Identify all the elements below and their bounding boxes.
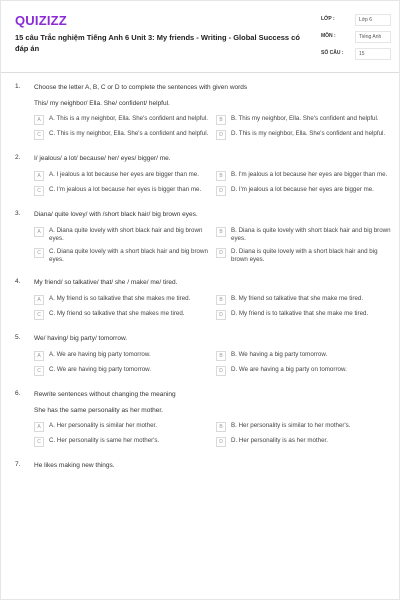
question-text: I/ jealous/ a lot/ because/ her/ eyes/ bigger/ me.	[34, 155, 171, 162]
question-number: 6.	[15, 390, 21, 397]
option-letter-box[interactable]: A	[34, 227, 44, 237]
option-text: C. Diana quite lovely with a short black hair and big brown eyes.	[49, 248, 208, 263]
meta-label: SỐ CÂU :	[321, 50, 344, 56]
option-text: B. I'm jealous a lot because her eyes are bigger than me.	[231, 171, 388, 178]
worksheet-title: 15 câu Trắc nghiệm Tiếng Anh 6 Unit 3: My friends - Writing - Global Success có đáp án	[15, 33, 300, 53]
answer-options	[34, 351, 392, 376]
answer-option-d[interactable]	[216, 437, 392, 447]
answer-option-c[interactable]	[34, 366, 210, 376]
option-letter-box[interactable]: D	[216, 130, 226, 140]
option-letter-box[interactable]: B	[216, 351, 226, 361]
question-text: We/ having/ big party/ tomorrow.	[34, 335, 128, 342]
answer-option-b[interactable]	[216, 227, 392, 243]
option-text: B. Her personality is similar to her mother's.	[231, 422, 351, 429]
question-item	[1, 334, 400, 376]
question-number: 5.	[15, 334, 21, 341]
option-text: B. We having a big party tomorrow.	[231, 351, 328, 358]
meta-grade	[321, 14, 391, 26]
option-text: A. We are having big party tomorrow.	[49, 351, 151, 358]
answer-options	[34, 295, 392, 320]
option-letter-box[interactable]: A	[34, 115, 44, 125]
answer-options	[34, 227, 392, 264]
answer-option-d[interactable]	[216, 310, 392, 320]
option-letter-box[interactable]: A	[34, 171, 44, 181]
meta-value: Tiếng Anh	[355, 31, 391, 43]
option-text: D. My friend is to talkative that she make me tired.	[231, 310, 369, 317]
option-letter-box[interactable]: A	[34, 422, 44, 432]
meta-subject	[321, 31, 391, 43]
option-text: D. We are having a big party on tomorrow.	[231, 366, 347, 373]
option-letter-box[interactable]: C	[34, 186, 44, 196]
option-text: B. This my neighbor, Ella. She's confident and helpful.	[231, 115, 379, 122]
answer-option-c[interactable]	[34, 437, 210, 447]
answer-option-b[interactable]	[216, 171, 392, 181]
answer-options	[34, 422, 392, 447]
question-item	[1, 83, 400, 140]
option-text: B. My friend so talkative that she make me tired.	[231, 295, 364, 302]
question-text: My friend/ so talkative/ that/ she / make/ me/ tired.	[34, 279, 178, 286]
question-text: Diana/ quite lovey/ with /short black hair/ big brown eyes.	[34, 211, 198, 218]
answer-option-b[interactable]	[216, 422, 392, 432]
option-text: C. This is my neighbor, Ella. She's a confident and helpful.	[49, 130, 209, 137]
option-text: C. My friend so talkative that she makes me tired.	[49, 310, 185, 317]
option-letter-box[interactable]: A	[34, 351, 44, 361]
option-text: C. We are having big party tomorrow.	[49, 366, 152, 373]
answer-options	[34, 115, 392, 140]
answer-option-b[interactable]	[216, 115, 392, 125]
meta-value: Lớp 6	[355, 14, 391, 26]
answer-option-a[interactable]	[34, 115, 210, 125]
option-text: A. This is a my neighbor, Ella. She's confident and helpful.	[49, 115, 208, 122]
question-item	[1, 390, 400, 447]
worksheet-header	[1, 1, 399, 73]
option-letter-box[interactable]: B	[216, 227, 226, 237]
option-text: D. Diana is quite lovely with a short black hair and big brown eyes.	[231, 248, 378, 263]
option-letter-box[interactable]: B	[216, 422, 226, 432]
question-item	[1, 210, 400, 264]
option-letter-box[interactable]: D	[216, 248, 226, 258]
option-letter-box[interactable]: D	[216, 186, 226, 196]
option-text: C. I'm jealous a lot because her eyes is bigger than me.	[49, 186, 202, 193]
option-text: A. I jealous a lot because her eyes are bigger than me.	[49, 171, 199, 178]
answer-option-c[interactable]	[34, 130, 210, 140]
option-letter-box[interactable]: C	[34, 248, 44, 258]
question-item	[1, 154, 400, 196]
option-letter-box[interactable]: D	[216, 366, 226, 376]
option-letter-box[interactable]: B	[216, 295, 226, 305]
meta-label: LỚP :	[321, 16, 335, 22]
option-text: D. Her personality is as her mother.	[231, 437, 328, 444]
option-letter-box[interactable]: C	[34, 366, 44, 376]
answer-option-a[interactable]	[34, 295, 210, 305]
meta-panel	[321, 14, 391, 65]
option-text: A. Diana quite lovely with short black hair and big brown eyes.	[49, 227, 203, 242]
meta-question-count	[321, 48, 391, 60]
answer-option-d[interactable]	[216, 366, 392, 376]
option-letter-box[interactable]: D	[216, 310, 226, 320]
question-text: Rewrite sentences without changing the meaning	[34, 391, 176, 398]
answer-option-a[interactable]	[34, 351, 210, 361]
option-letter-box[interactable]: B	[216, 171, 226, 181]
answer-option-b[interactable]	[216, 295, 392, 305]
option-letter-box[interactable]: B	[216, 115, 226, 125]
option-text: D. This is my neighbor, Ella. She's confident and helpful.	[231, 130, 386, 137]
answer-option-d[interactable]	[216, 248, 392, 264]
option-text: B. Diana is quite lovely with short black hair and big brown eyes.	[231, 227, 391, 242]
answer-option-c[interactable]	[34, 186, 210, 196]
answer-option-a[interactable]	[34, 227, 210, 243]
question-text: Choose the letter A, B, C or D to complete the sentences with given words	[34, 84, 248, 91]
answer-option-a[interactable]	[34, 422, 210, 432]
question-list	[1, 83, 400, 470]
question-number: 7.	[15, 461, 21, 468]
question-item	[1, 278, 400, 320]
question-prompt: This/ my neighbor/ Ella. She/ confident/ helpful.	[34, 100, 170, 107]
option-letter-box[interactable]: A	[34, 295, 44, 305]
answer-option-d[interactable]	[216, 186, 392, 196]
question-item	[1, 461, 400, 470]
question-number: 1.	[15, 83, 21, 90]
question-number: 4.	[15, 278, 21, 285]
option-letter-box[interactable]: C	[34, 310, 44, 320]
answer-option-a[interactable]	[34, 171, 210, 181]
option-text: C. Her personality is same her mother's.	[49, 437, 160, 444]
option-letter-box[interactable]: C	[34, 437, 44, 447]
meta-label: MÔN :	[321, 33, 336, 39]
option-text: A. My friend is so talkative that she makes me tired.	[49, 295, 191, 302]
option-text: A. Her personality is similar her mother.	[49, 422, 157, 429]
question-text: He likes making new things.	[34, 462, 115, 469]
answer-options	[34, 171, 392, 196]
question-number: 3.	[15, 210, 21, 217]
answer-option-d[interactable]	[216, 130, 392, 140]
meta-value: 15	[355, 48, 391, 60]
question-number: 2.	[15, 154, 21, 161]
answer-option-c[interactable]	[34, 248, 210, 264]
answer-option-b[interactable]	[216, 351, 392, 361]
answer-option-c[interactable]	[34, 310, 210, 320]
quizizz-logo[interactable]: QUIZIZZ	[15, 13, 67, 28]
option-letter-box[interactable]: C	[34, 130, 44, 140]
question-prompt: She has the same personality as her mother.	[34, 407, 163, 414]
option-letter-box[interactable]: D	[216, 437, 226, 447]
option-text: D. I'm jealous a lot because her eyes are bigger me.	[231, 186, 374, 193]
